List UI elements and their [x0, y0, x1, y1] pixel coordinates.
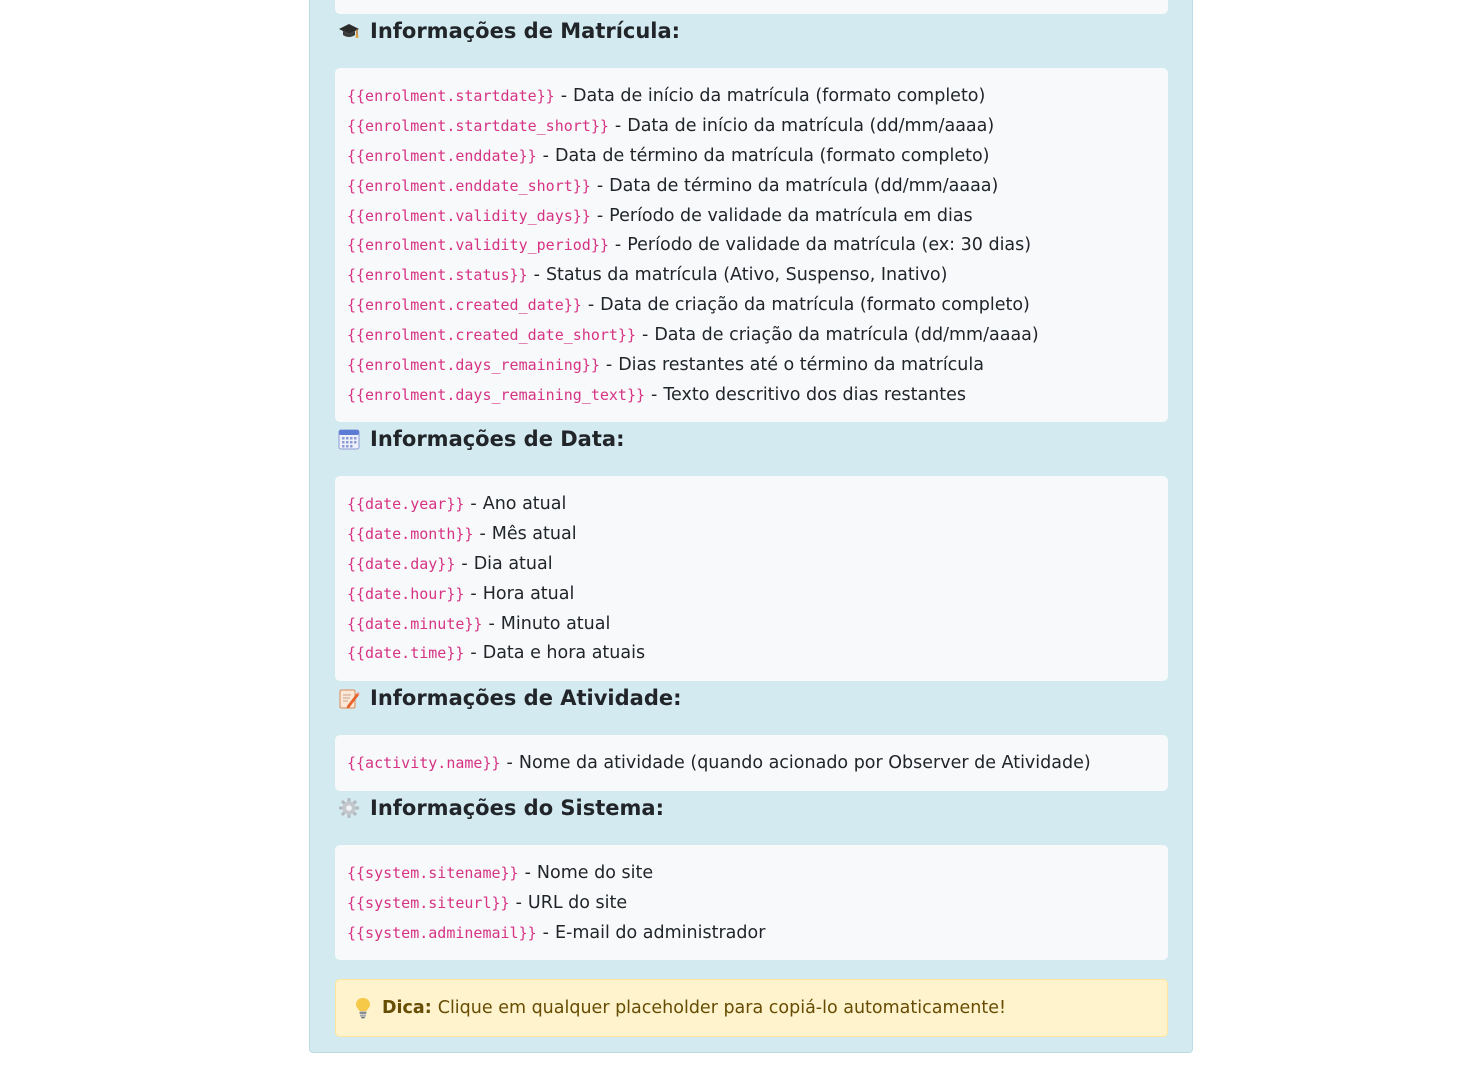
graduation-cap-icon	[338, 20, 360, 42]
separator: -	[614, 235, 622, 256]
placeholder-card-enrolment	[335, 68, 1168, 422]
section-heading-system	[338, 793, 664, 823]
placeholder-code[interactable]: {{enrolment.status}}	[347, 266, 528, 285]
placeholder-row	[347, 201, 1168, 231]
lightbulb-icon	[354, 997, 372, 1019]
separator: -	[596, 205, 604, 226]
separator: -	[533, 265, 540, 286]
placeholder-card-activity	[335, 735, 1168, 791]
memo-icon	[338, 687, 360, 709]
placeholder-code[interactable]: {{enrolment.created_date}}	[347, 296, 582, 315]
placeholder-description: Status da matrícula (Ativo, Suspenso, Inativo)	[545, 265, 948, 286]
tip-alert	[335, 979, 1168, 1037]
placeholder-code[interactable]: {{system.siteurl}}	[347, 893, 510, 912]
placeholder-row	[347, 888, 1168, 918]
placeholder-card-system	[335, 845, 1168, 960]
section-heading-activity	[338, 683, 682, 713]
placeholder-description: Ano atual	[482, 493, 567, 514]
previous-section-card	[335, 0, 1168, 14]
section-title: Informações de Matrícula:	[370, 19, 681, 43]
placeholder-row	[347, 111, 1168, 141]
placeholder-row	[347, 380, 1168, 410]
placeholder-description: Data de criação da matrícula (dd/mm/aaaa)	[654, 325, 1039, 346]
separator: -	[596, 175, 604, 196]
placeholder-card-date	[335, 476, 1168, 681]
separator: -	[605, 354, 613, 375]
placeholder-code[interactable]: {{enrolment.startdate_short}}	[347, 116, 609, 135]
separator: -	[461, 553, 468, 574]
placeholder-code[interactable]: {{enrolment.validity_days}}	[347, 206, 591, 225]
separator: -	[587, 295, 595, 316]
placeholder-row	[347, 320, 1168, 350]
placeholder-description: Data de término da matrícula (formato completo)	[554, 145, 990, 166]
placeholder-description: Hora atual	[482, 583, 575, 604]
placeholder-help-panel	[309, 0, 1193, 1053]
placeholder-row	[347, 141, 1168, 171]
placeholder-code[interactable]: {{date.month}}	[347, 524, 474, 543]
placeholder-code[interactable]: {{system.adminemail}}	[347, 923, 537, 942]
tip-text: Clique em qualquer placeholder para copiá-lo automaticamente!	[437, 998, 1007, 1018]
placeholder-row	[347, 579, 1168, 609]
placeholder-code[interactable]: {{enrolment.created_date_short}}	[347, 326, 636, 345]
placeholder-description: Data de criação da matrícula (formato completo)	[600, 295, 1030, 316]
placeholder-code[interactable]: {{enrolment.days_remaining}}	[347, 355, 600, 374]
separator: -	[515, 892, 522, 913]
calendar-icon	[338, 428, 360, 450]
placeholder-code[interactable]: {{enrolment.startdate}}	[347, 86, 555, 105]
separator: -	[641, 325, 649, 346]
placeholder-row	[347, 519, 1168, 549]
section-heading-date	[338, 424, 624, 454]
placeholder-description: Mês atual	[491, 523, 577, 544]
section-title: Informações do Sistema:	[370, 796, 664, 820]
placeholder-code[interactable]: {{date.hour}}	[347, 584, 465, 603]
placeholder-code[interactable]: {{date.year}}	[347, 494, 465, 513]
section-title: Informações de Atividade:	[370, 686, 682, 710]
placeholder-row	[347, 171, 1168, 201]
separator: -	[488, 613, 495, 634]
separator: -	[560, 85, 568, 106]
placeholder-row	[347, 489, 1168, 519]
placeholder-code[interactable]: {{enrolment.enddate}}	[347, 146, 537, 165]
placeholder-row	[347, 230, 1168, 260]
placeholder-code[interactable]: {{enrolment.validity_period}}	[347, 236, 609, 255]
tip-label: Dica:	[382, 998, 432, 1018]
section-heading-enrolment	[338, 16, 680, 46]
placeholder-code[interactable]: {{date.day}}	[347, 554, 456, 573]
placeholder-row	[347, 748, 1168, 778]
separator: -	[470, 493, 477, 514]
gear-icon	[338, 797, 360, 819]
placeholder-description: Período de validade da matrícula (ex: 30 dias)	[627, 235, 1032, 256]
placeholder-description: Dias restantes até o término da matrícula	[618, 354, 984, 375]
placeholder-description: Data de término da matrícula (dd/mm/aaaa)	[609, 175, 999, 196]
placeholder-description: Data de início da matrícula (formato completo)	[573, 85, 986, 106]
separator: -	[470, 643, 477, 664]
separator: -	[479, 523, 486, 544]
separator: -	[614, 115, 622, 136]
placeholder-description: Nome da atividade (quando acionado por Observer de Atividade)	[518, 752, 1091, 773]
placeholder-description: URL do site	[527, 892, 628, 913]
placeholder-code[interactable]: {{date.minute}}	[347, 614, 483, 633]
placeholder-description: Texto descritivo dos dias restantes	[663, 384, 967, 405]
placeholder-row	[347, 638, 1168, 668]
placeholder-description: Dia atual	[473, 553, 553, 574]
placeholder-description: Nome do site	[536, 862, 654, 883]
placeholder-row	[347, 549, 1168, 579]
separator: -	[470, 583, 477, 604]
separator: -	[542, 145, 549, 166]
separator: -	[506, 752, 513, 773]
placeholder-row	[347, 290, 1168, 320]
section-title: Informações de Data:	[370, 427, 625, 451]
placeholder-code[interactable]: {{enrolment.days_remaining_text}}	[347, 385, 646, 404]
separator: -	[542, 922, 549, 943]
placeholder-code[interactable]: {{system.sitename}}	[347, 863, 519, 882]
placeholder-row	[347, 918, 1168, 948]
placeholder-description: E-mail do administrador	[554, 922, 766, 943]
placeholder-description: Período de validade da matrícula em dias	[609, 205, 973, 226]
placeholder-row	[347, 858, 1168, 888]
placeholder-description: Data e hora atuais	[482, 643, 646, 664]
separator: -	[524, 862, 531, 883]
placeholder-description: Data de início da matrícula (dd/mm/aaaa)	[627, 115, 995, 136]
placeholder-row	[347, 609, 1168, 639]
placeholder-code[interactable]: {{date.time}}	[347, 644, 465, 663]
placeholder-row	[347, 260, 1168, 290]
placeholder-description: Minuto atual	[500, 613, 611, 634]
placeholder-code[interactable]: {{enrolment.enddate_short}}	[347, 176, 591, 195]
placeholder-row	[347, 81, 1168, 111]
placeholder-code[interactable]: {{activity.name}}	[347, 753, 501, 772]
placeholder-row	[347, 350, 1168, 380]
separator: -	[651, 384, 658, 405]
